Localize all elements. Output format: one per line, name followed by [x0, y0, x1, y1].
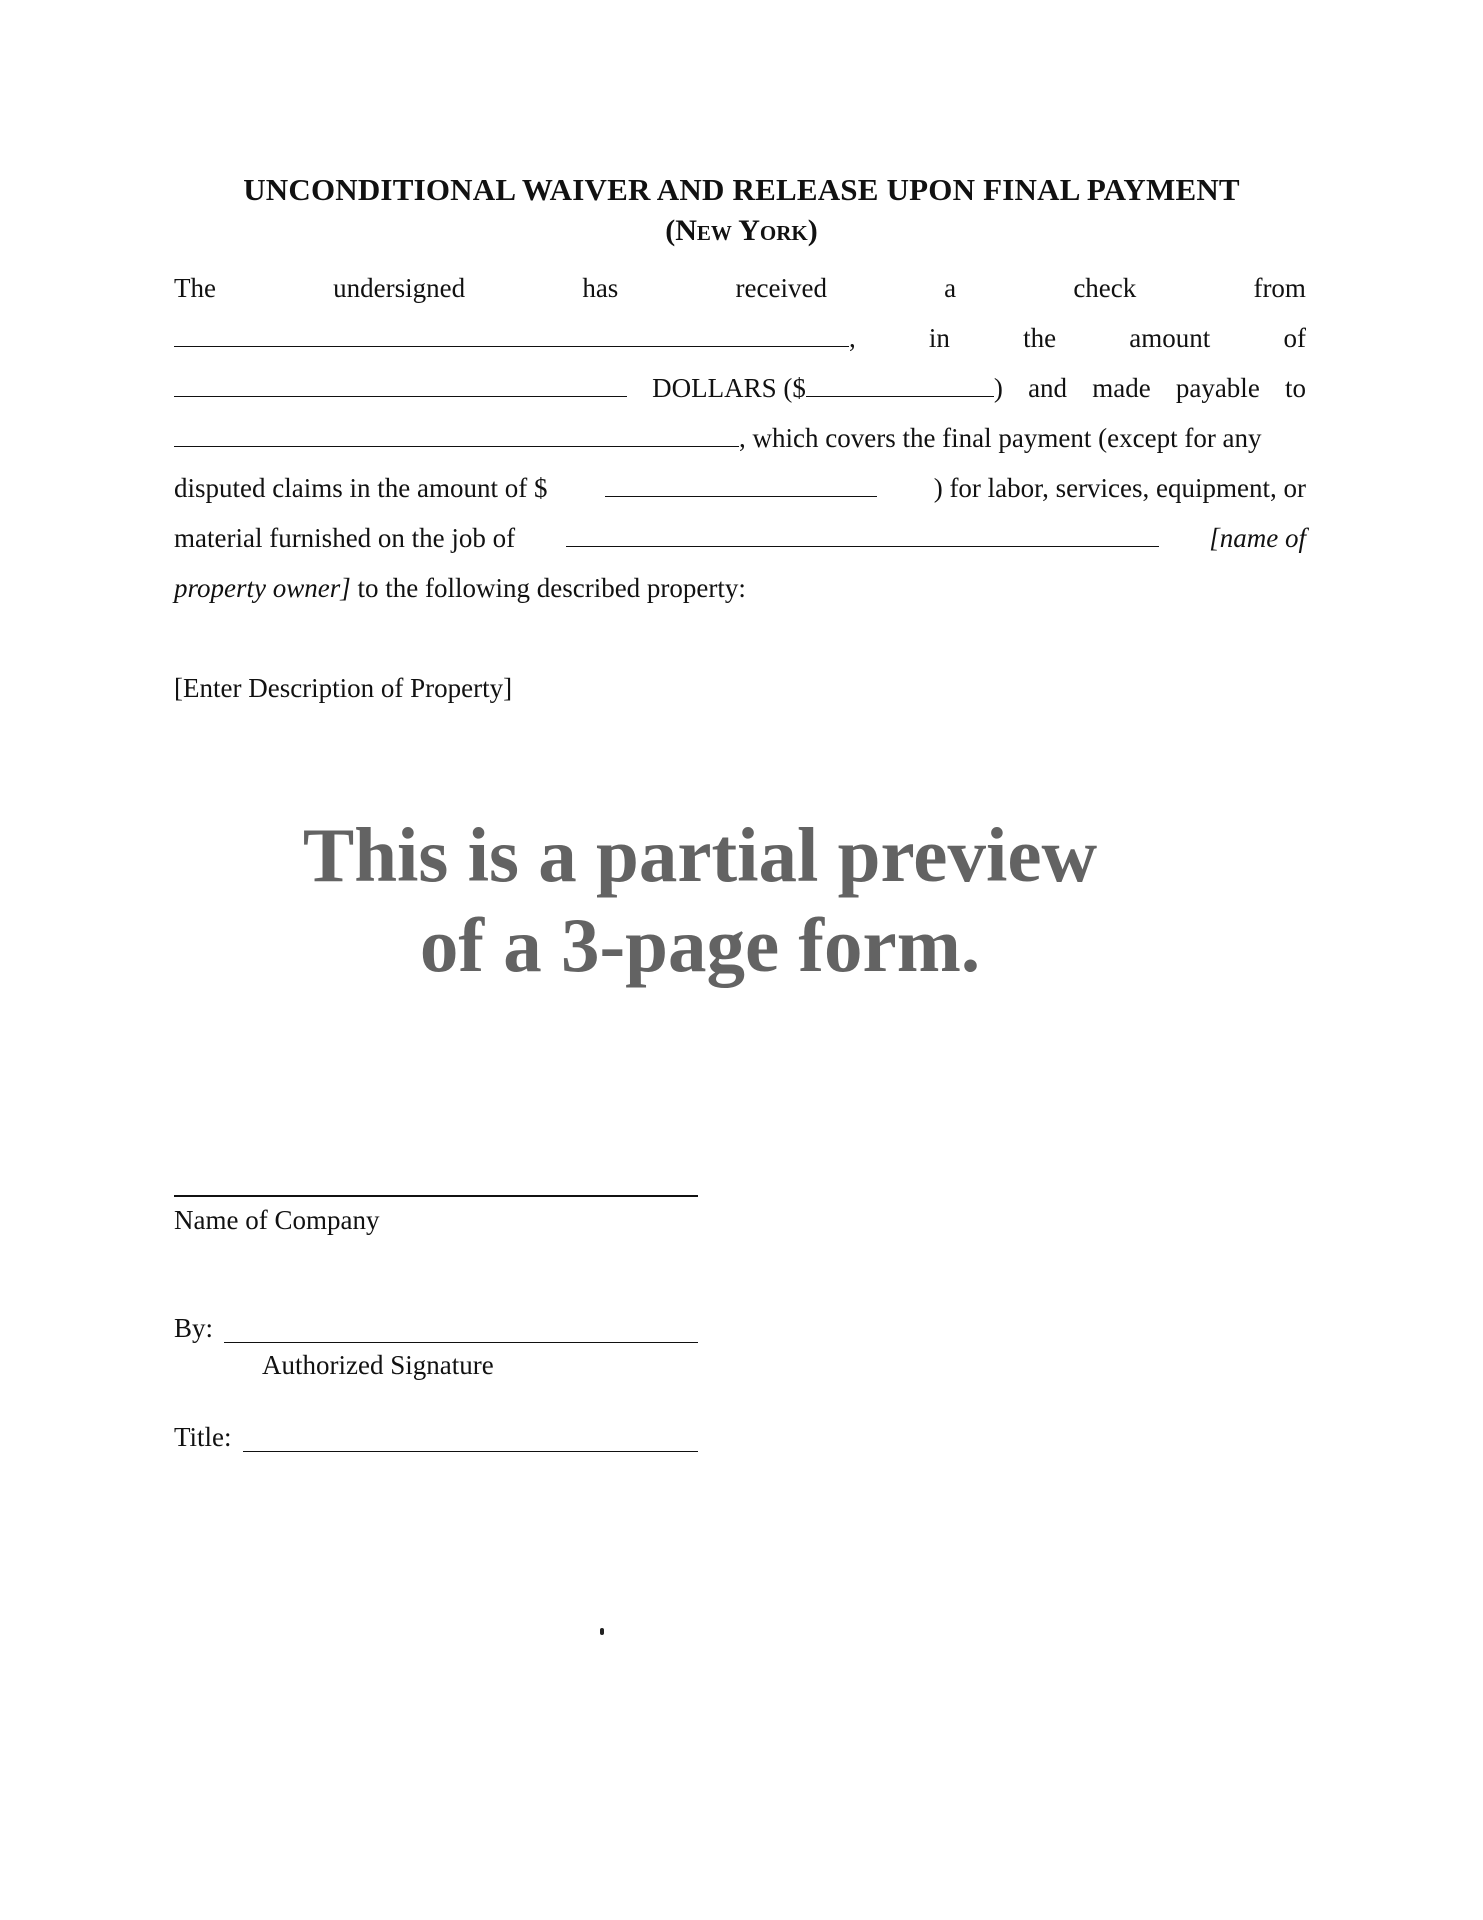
body-text: disputed claims in the amount of $	[174, 473, 548, 503]
body-text: to the following described property:	[350, 573, 746, 603]
body-word: has	[582, 273, 619, 303]
body-word: undersigned	[333, 273, 466, 303]
amount-words-blank[interactable]	[174, 370, 627, 397]
body-line-7	[174, 570, 1306, 606]
by-label: By:	[174, 1313, 214, 1343]
title-label: Title:	[174, 1422, 232, 1452]
company-name-label: Name of Company	[174, 1205, 380, 1235]
dollars-field	[652, 370, 1003, 406]
body-word: received	[735, 273, 827, 303]
dollars-label: DOLLARS ($	[652, 373, 806, 403]
body-text: material furnished on the job of	[174, 523, 516, 553]
body-word: from	[1253, 273, 1306, 303]
body-word: the	[1023, 323, 1057, 353]
body-word: to	[1284, 373, 1306, 403]
disputed-amount-blank[interactable]	[605, 470, 877, 497]
body-line-6	[174, 520, 1306, 556]
body-word: The	[174, 273, 216, 303]
property-owner-blank[interactable]	[566, 520, 1159, 547]
watermark-line-2: of a 3-page form.	[419, 902, 981, 988]
body-line-5	[174, 470, 1306, 506]
body-word: of	[1283, 323, 1306, 353]
comma: ,	[849, 323, 856, 353]
body-line-4	[174, 420, 1306, 456]
property-description-placeholder[interactable]: [Enter Description of Property]	[174, 673, 513, 703]
payee-blank[interactable]	[174, 420, 739, 447]
body-word: and	[1028, 373, 1068, 403]
placeholder-hint: [name of	[1209, 523, 1306, 553]
document-subtitle: (New York)	[665, 214, 818, 247]
body-word: amount	[1129, 323, 1211, 353]
body-word: made	[1092, 373, 1151, 403]
amount-number-blank[interactable]	[806, 370, 994, 397]
watermark-line-1: This is a partial preview	[302, 812, 1098, 898]
body-line-1	[174, 270, 1306, 306]
body-text: ) for labor, services, equipment, or	[933, 473, 1306, 503]
signature-blank[interactable]	[224, 1342, 698, 1343]
company-name-blank[interactable]	[174, 1195, 698, 1197]
paren-close: )	[993, 373, 1003, 403]
title-blank[interactable]	[243, 1451, 698, 1452]
body-word: a	[944, 273, 957, 303]
body-line-3	[174, 370, 1306, 406]
body-text: , which covers the final payment (except for any	[739, 423, 1262, 453]
payer-blank[interactable]	[174, 320, 849, 347]
payer-field[interactable]	[174, 320, 856, 356]
body-word: check	[1073, 273, 1137, 303]
body-word: in	[928, 323, 950, 353]
preview-watermark	[0, 810, 1400, 990]
body-word: payable	[1175, 373, 1260, 403]
placeholder-hint: property owner]	[174, 573, 351, 603]
document-title: UNCONDITIONAL WAIVER AND RELEASE UPON FINAL PAYMENT	[243, 172, 1240, 207]
body-line-2	[174, 320, 1306, 356]
authorized-signature-label: Authorized Signature	[262, 1350, 494, 1380]
stray-mark	[600, 1628, 604, 1635]
